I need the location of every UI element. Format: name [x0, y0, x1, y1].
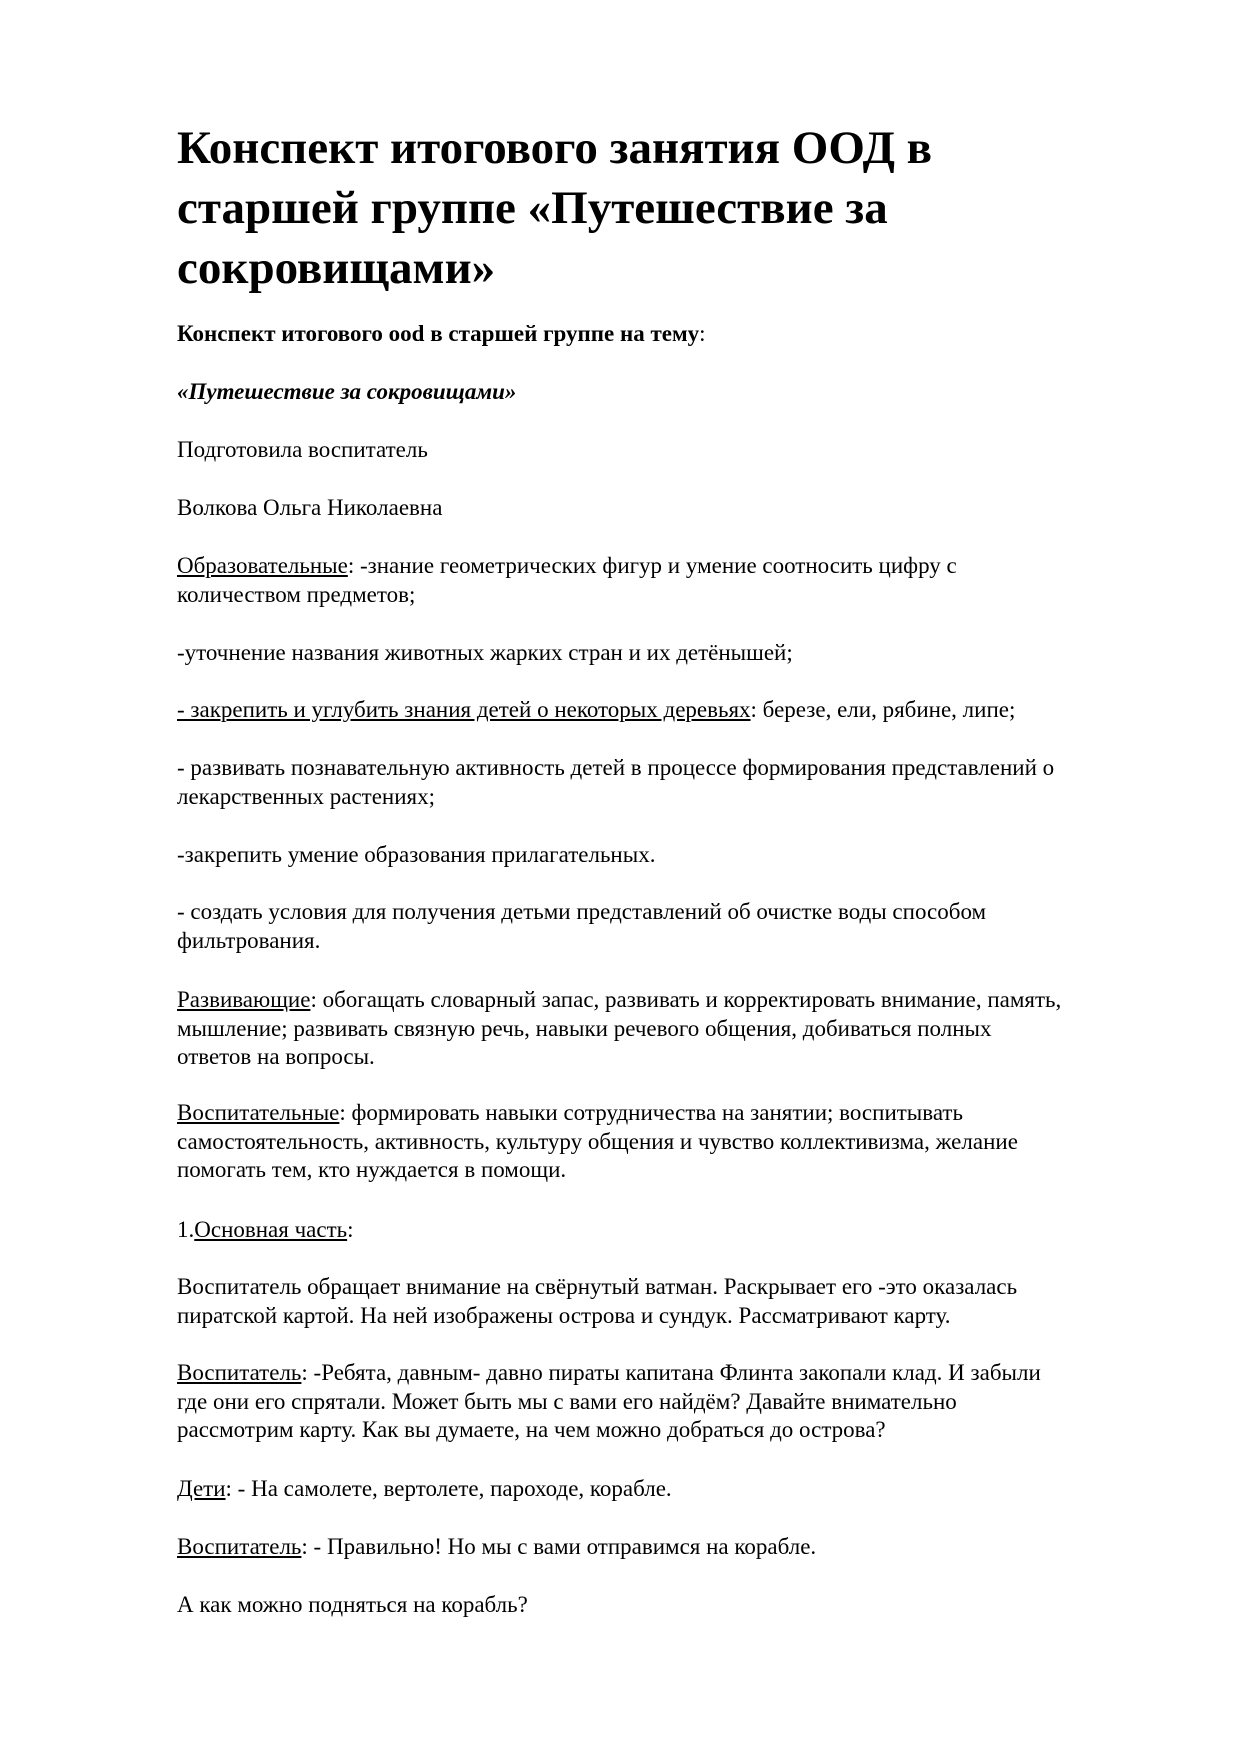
goals-developing [177, 986, 1061, 1072]
text-line: - создать условия для получения детьми представлений об очистке воды способом [177, 899, 987, 924]
goal-water [177, 898, 986, 955]
text-line: помогать тем, кто нуждается в помощи. [177, 1157, 567, 1182]
dev-label: Развивающие [177, 987, 311, 1012]
text-line: пиратской картой. На ней изображены острова и сундук. Рассматривают карту. [177, 1302, 951, 1328]
upb-label: Воспитательные [177, 1100, 340, 1125]
speaker-label: Воспитатель [177, 1534, 302, 1559]
text-line: мышление; развивать связную речь, навыки речевого общения, добиваться полных [177, 1015, 992, 1041]
teacher-line-1 [177, 1359, 1041, 1445]
author: Волкова Ольга Николаевна [177, 495, 443, 520]
text-line: самостоятельность, активность, культуру общения и чувство коллективизма, желание [177, 1128, 1018, 1154]
section-colon: : [347, 1217, 354, 1242]
text-line: количеством предметов; [177, 581, 416, 607]
goals-upbringing [177, 1099, 1018, 1185]
text-line: - развивать познавательную активность детей в процессе формирования представлений о [177, 755, 1055, 780]
goals-educational [177, 552, 957, 609]
goal-trees [177, 696, 1015, 725]
text-line: фильтрования. [177, 927, 321, 953]
text-line: : -знание геометрических фигур и умение соотносить цифру с [347, 553, 957, 578]
section-label: Основная часть [194, 1217, 348, 1242]
goal-plants [177, 754, 1054, 811]
text-line: : формировать навыки сотрудничества на занятии; воспитывать [339, 1100, 963, 1125]
text-line: ответов на вопросы. [177, 1044, 375, 1069]
intro-paragraph [177, 1273, 1017, 1330]
speaker-label: Дети [177, 1476, 226, 1501]
subtitle [177, 320, 706, 349]
text-line: лекарственных растениях; [177, 783, 435, 809]
edu-label: Образовательные [177, 553, 348, 578]
text-line: где они его спрятали. Может быть мы с вами его найдём? Давайте внимательно [177, 1388, 957, 1414]
text-line: рассмотрим карту. Как вы думаете, на чем можно добраться до острова? [177, 1417, 886, 1442]
subtitle-text: Конспект итогового ood в старшей группе на тему [177, 321, 700, 346]
prepared-by: Подготовила воспитатель [177, 437, 428, 462]
title-line: сокровищами» [177, 242, 496, 294]
page-title [177, 118, 932, 298]
trees-label: - закрепить и углубить знания детей о некоторых деревьях [177, 697, 751, 722]
kids-line [177, 1475, 672, 1504]
text-line: : -Ребята, давным- давно пираты капитана Флинта закопали клад. И забыли [301, 1360, 1041, 1385]
section-number: 1. [177, 1217, 195, 1242]
text-line: : березе, ели, рябине, липе; [750, 697, 1016, 722]
title-line: Конспект итогового занятия ООД в [177, 122, 933, 174]
text-line: : - На самолете, вертолете, пароходе, корабле. [225, 1476, 672, 1501]
goal-animals: -уточнение названия животных жарких стран и их детёнышей; [177, 640, 793, 665]
text-line: Воспитатель обращает внимание на свёрнутый ватман. Раскрывает его -это оказалась [177, 1274, 1018, 1299]
section-heading [177, 1216, 354, 1245]
text-line: : - Правильно! Но мы с вами отправимся на корабле. [301, 1534, 817, 1559]
goal-adjectives: -закрепить умение образования прилагательных. [177, 842, 656, 867]
theme: «Путешествие за сокровищами» [177, 379, 517, 404]
speaker-label: Воспитатель [177, 1360, 302, 1385]
title-line: старшей группе «Путешествие за [177, 182, 888, 234]
question-line: А как можно подняться на корабль? [177, 1592, 528, 1617]
subtitle-colon: : [699, 321, 706, 346]
teacher-line-2 [177, 1533, 816, 1562]
text-line: : обогащать словарный запас, развивать и корректировать внимание, память, [310, 987, 1062, 1012]
